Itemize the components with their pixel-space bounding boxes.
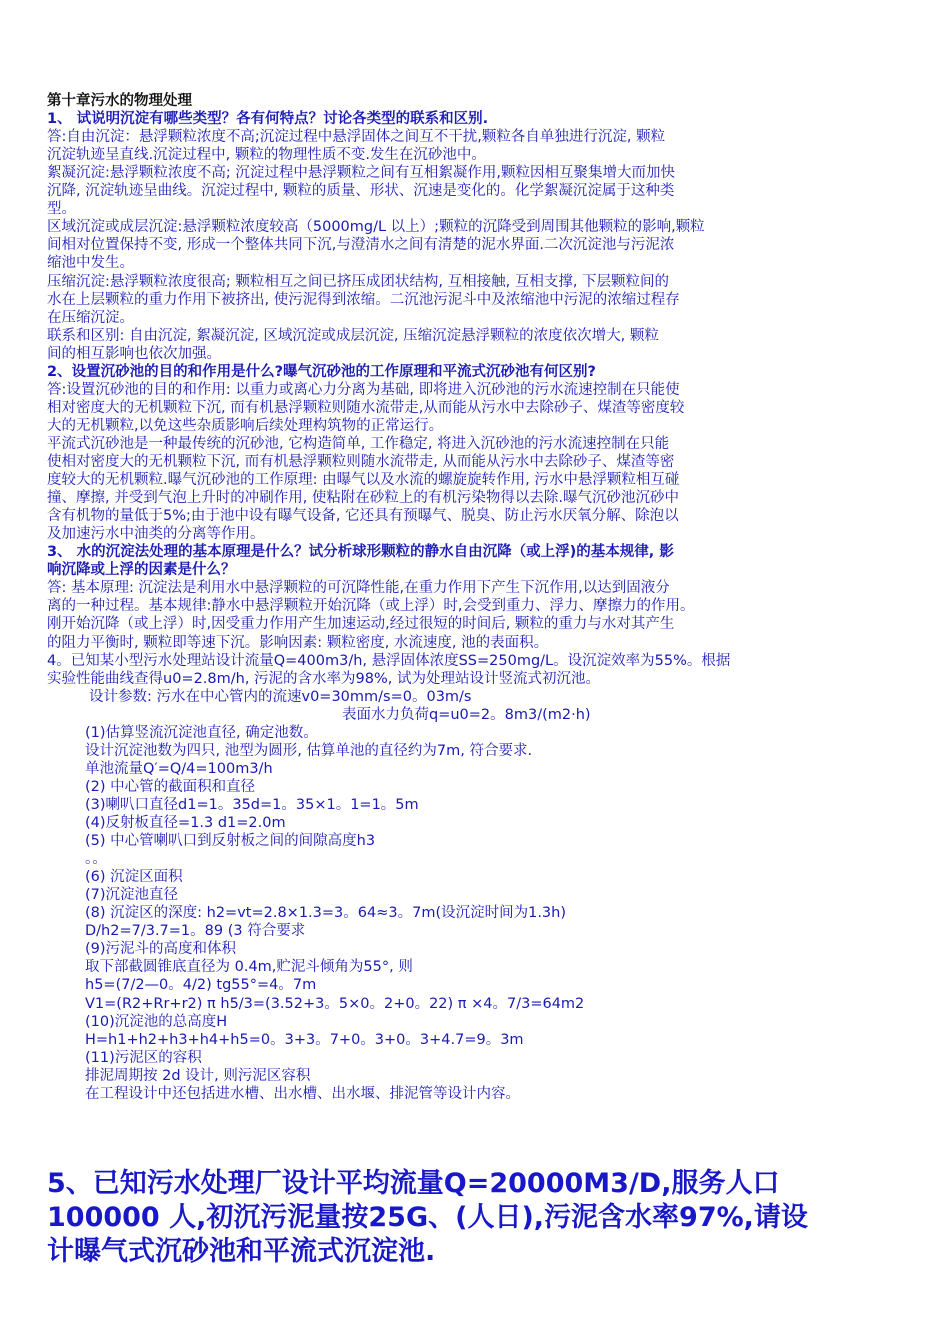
text-line: 答:自由沉淀：悬浮颗粒浓度不高;沉淀过程中悬浮固体之间互不干扰,颗粒各自单独进行沉淀, 颗粒 [47, 129, 666, 146]
text-line: 答: 基本原理: 沉淀法是利用水中悬浮颗粒的可沉降性能,在重力作用下产生下沉作用,以达到固液分 [47, 580, 670, 597]
text-line: 区域沉淀或成层沉淀:悬浮颗粒浓度较高（5000mg/L 以上）;颗粒的沉降受到周围其他颗粒的影响,颗粒 [47, 219, 705, 236]
text-line: 及加速污水中油类的分离等作用。 [47, 526, 265, 543]
text-line: 间相对位置保持不变, 形成一个整体共同下沉,与澄清水之间有清楚的泥水界面.二次沉淀池与污泥浓 [47, 237, 675, 254]
text-line: 在工程设计中还包括进水槽、出水槽、出水堰、排泥管等设计内容。 [85, 1085, 520, 1102]
text-line: V1=(R2+Rr+r2) π h5/3=(3.52+3。5×0。2+0。22) π ×4。7/3=64m2 [85, 995, 585, 1012]
text-line: 表面水力负荷q=u0=2。8m3/(m2·h) [342, 706, 591, 723]
text-line: 缩池中发生。 [47, 255, 134, 272]
text-line: 型。 [47, 201, 76, 218]
text-line: 取下部截圆锥底直径为 0.4m,贮泥斗倾角为55°, 则 [85, 959, 413, 976]
text-line: (9)污泥斗的高度和体积 [85, 941, 237, 958]
text-line: 刚开始沉降（或上浮）时,因受重力作用产生加速运动,经过很短的时间后, 颗粒的重力与水对其产生 [47, 616, 675, 633]
text-line: 。。 [85, 851, 107, 868]
text-line: 使相对密度大的无机颗粒下沉, 而有机悬浮颗粒则随水流带走, 从而能从污水中去除砂子、煤渣等密 [47, 454, 675, 470]
text-line: 大的无机颗粒,以免这些杂质影响后续处理构筑物的正常运行。 [47, 417, 444, 434]
text-line: 排泥周期按 2d 设计, 则污泥区容积 [85, 1067, 311, 1084]
text-line: h5=(7/2—0。4/2) tg55°=4。7m [85, 977, 317, 994]
text-line: 实验性能曲线查得u0=2.8m/h, 污泥的含水率为98%, 试为处理站设计竖流式初沉池。 [47, 670, 600, 687]
text-line: 离的一种过程。基本规律:静水中悬浮颗粒开始沉降（或上浮）时,会受到重力、浮力、摩擦力的作用。 [47, 598, 695, 615]
text-line: D/h2=7/3.7=1。89 (3 符合要求 [85, 923, 306, 940]
text-line: (4)反射板直径=1.3 d1=2.0m [85, 815, 286, 831]
text-line: 的阻力平衡时, 颗粒即等速下沉。影响因素: 颗粒密度, 水流速度, 池的表面积。 [47, 634, 549, 651]
text-line: 设计沉淀池数为四只, 池型为圆形, 估算单池的直径约为7m, 符合要求. [85, 742, 533, 759]
question-5-heading: 5、已知污水处理厂设计平均流量Q=20000M3/D,服务人口 [47, 1168, 780, 1199]
text-line: (2) 中心管的截面积和直径 [85, 778, 256, 795]
text-line: 相对密度大的无机颗粒下沉, 而有机悬浮颗粒则随水流带走,从而能从污水中去除砂子、煤渣等密度较 [47, 399, 685, 416]
text-line: 设计参数: 污水在中心管内的流速v0=30mm/s=0。03m/s [89, 688, 472, 705]
text-line: 沉淀轨迹呈直线.沉淀过程中, 颗粒的物理性质不变.发生在沉砂池中。 [47, 147, 486, 164]
text-line: (6) 沉淀区面积 [85, 869, 183, 886]
text-line: (7)沉淀池直径 [85, 887, 179, 904]
text-line: 在压缩沉淀。 [47, 309, 134, 326]
text-line: 絮凝沉淀:悬浮颗粒浓度不高; 沉淀过程中悬浮颗粒之间有互相絮凝作用,颗粒因相互聚集增大而加快 [47, 165, 675, 182]
text-line: (3)喇叭口直径d1=1。35d=1。35×1。1=1。5m [85, 796, 419, 813]
chapter-title: 第十章污水的物理处理 [47, 93, 192, 109]
text-line: H=h1+h2+h3+h4+h5=0。3+3。7+0。3+0。3+4.7=9。3m [85, 1031, 524, 1048]
text-line: 含有机物的量低于5%;由于池中设有曝气设备, 它还具有预曝气、脱臭、防止污水厌氧分解、除泡以 [47, 508, 679, 525]
question-5-heading: 计曝气式沉砂池和平流式沉淀池. [47, 1236, 436, 1267]
text-line: 撞、摩擦, 并受到气泡上升时的冲刷作用, 使粘附在砂粒上的有机污染物得以去除.曝气沉砂池沉砂中 [47, 490, 680, 507]
text-line: 1、 试说明沉淀有哪些类型？各有何特点？讨论各类型的联系和区别. [47, 111, 489, 128]
question-5-heading: 100000 人,初沉污泥量按25G、(人日),污泥含水率97%,请设 [47, 1202, 808, 1233]
text-line: 联系和区别: 自由沉淀, 絮凝沉淀, 区域沉淀或成层沉淀, 压缩沉淀悬浮颗粒的浓度依次增大, 颗粒 [47, 327, 659, 344]
text-line: 度较大的无机颗粒.曝气沉砂池的工作原理: 由曝气以及水流的螺旋旋转作用, 污水中悬浮颗粒相互碰 [47, 472, 680, 489]
text-line: (8) 沉淀区的深度: h2=vt=2.8×1.3=3。64≈3。7m(设沉淀时间为1.3h) [85, 905, 567, 922]
text-line: 平流式沉砂池是一种最传统的沉砂池, 它构造简单, 工作稳定, 将进入沉砂池的污水流速控制在只能 [47, 435, 670, 452]
text-line: 响沉降或上浮的因素是什么？ [47, 562, 236, 579]
text-line: 3、 水的沉淀法处理的基本原理是什么？试分析球形颗粒的静水自由沉降（或上浮)的基本规律, 影 [47, 544, 674, 561]
text-line: (1)估算竖流沉淀池直径, 确定池数。 [85, 724, 318, 741]
text-line: 间的相互影响也依次加强。 [47, 345, 221, 362]
text-line: 4。已知某小型污水处理站设计流量Q=400m3/h, 悬浮固体浓度SS=250mg/L。设沉淀效率为55%。根据 [47, 652, 731, 669]
text-line: (5) 中心管喇叭口到反射板之间的间隙高度h3 [85, 833, 376, 850]
text-line: (10)沉淀池的总高度H [85, 1013, 228, 1030]
text-line: 沉降, 沉淀轨迹呈曲线。沉淀过程中, 颗粒的质量、形状、沉速是变化的。化学絮凝沉淀属于这种类 [47, 183, 675, 200]
text-line: (11)污泥区的容积 [85, 1049, 202, 1066]
text-line: 水在上层颗粒的重力作用下被挤出, 使污泥得到浓缩。二沉池污泥斗中及浓缩池中污泥的浓缩过程存 [47, 291, 680, 308]
text-line: 答:设置沉砂池的目的和作用: 以重力或离心力分离为基础, 即将进入沉砂池的污水流速控制在只能使 [47, 381, 680, 398]
text-line: 压缩沉淀:悬浮颗粒浓度很高; 颗粒相互之间已挤压成团状结构, 互相接触, 互相支撑, 下层颗粒间的 [47, 273, 670, 290]
text-line: 单池流量Q′=Q/4=100m3/h [85, 760, 273, 777]
text-line: 2、设置沉砂池的目的和作用是什么?曝气沉砂池的工作原理和平流式沉砂池有何区别? [47, 363, 596, 380]
